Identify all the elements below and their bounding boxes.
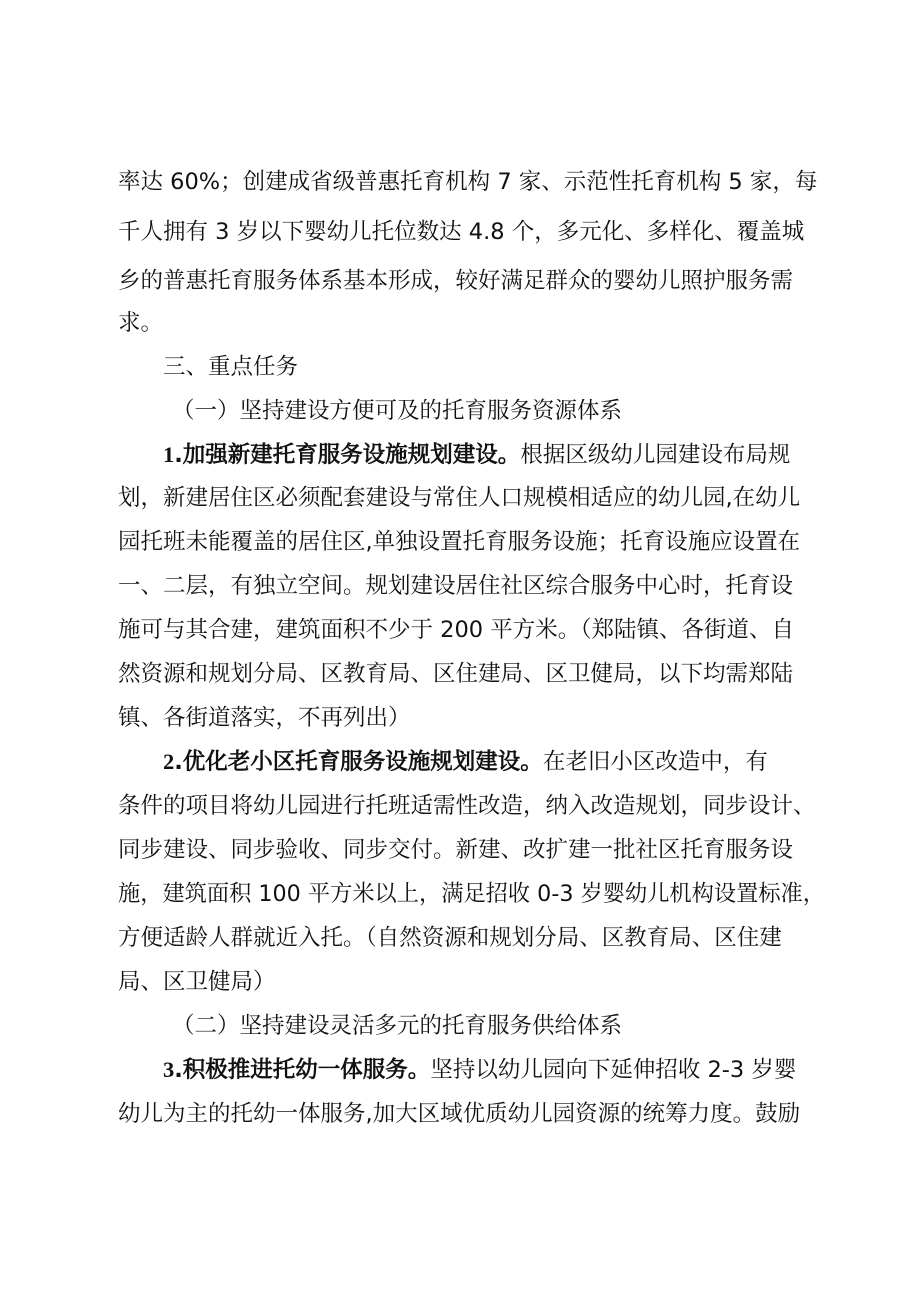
- item2-line-2: 条件的项目将幼儿园进行托班适需性改造，纳入改造规划，同步设计、: [118, 793, 816, 819]
- item3-number: 3: [163, 1057, 175, 1082]
- intro-line-4: 求。: [118, 310, 164, 336]
- item3-line-2: 幼儿为主的托幼一体服务,加大区域优质幼儿园资源的统筹力度。鼓励: [118, 1101, 801, 1127]
- intro-line-2: 千人拥有 3 岁以下婴幼儿托位数达 4.8 个，多元化、多样化、覆盖城: [118, 219, 805, 245]
- item3-title: .积极推进托幼一体服务。: [174, 1057, 431, 1083]
- item3-first-line: [163, 1048, 920, 1092]
- item1-number: 1: [163, 442, 175, 467]
- intro-line-1: 率达 60%；创建成省级普惠托育机构 7 家、示范性托育机构 5 家，每: [118, 169, 818, 195]
- item2-first-line-rest: 在老旧小区改造中，有: [542, 749, 768, 775]
- item1-line-6: 然资源和规划分局、区教育局、区住建局、区卫健局，以下均需郑陆: [118, 661, 794, 687]
- item1-title: .加强新建托育服务设施规划建设。: [174, 442, 521, 468]
- item2-line-4: 施，建筑面积 100 平方米以上，满足招收 0-3 岁婴幼儿机构设置标准，: [118, 881, 826, 907]
- item1-first-line-rest: 根据区级幼儿园建设布局规: [520, 442, 791, 468]
- subsection-two-heading: （二）坚持建设灵活多元的托育服务供给体系: [172, 1013, 623, 1039]
- item2-title: .优化老小区托育服务设施规划建设。: [174, 749, 543, 775]
- item1-line-5: 施可与其合建，建筑面积不少于 200 平方米。（郑陆镇、各街道、自: [118, 617, 795, 643]
- item2-line-3: 同步建设、同步验收、同步交付。新建、改扩建一批社区托育服务设: [118, 837, 794, 863]
- item3-first-line-rest: 坚持以幼儿园向下延伸招收 2-3 岁婴: [430, 1057, 797, 1083]
- item2-first-line: [163, 740, 920, 784]
- item2-line-5: 方便适龄人群就近入托。（自然资源和规划分局、区教育局、区住建: [118, 925, 782, 951]
- item2-line-6: 局、区卫健局）: [118, 969, 276, 995]
- intro-line-3: 乡的普惠托育服务体系基本形成，较好满足群众的婴幼儿照护服务需: [118, 268, 794, 294]
- item1-first-line: [163, 433, 920, 477]
- section-three-heading: 三、重点任务: [163, 354, 299, 380]
- item1-line-2: 划，新建居住区必须配套建设与常住人口规模相适应的幼儿园,在幼儿: [118, 485, 801, 511]
- item2-number: 2: [163, 749, 175, 774]
- item1-line-7: 镇、各街道落实，不再列出）: [118, 705, 411, 731]
- item1-line-3: 园托班未能覆盖的居住区,单独设置托育服务设施；托育设施应设置在: [118, 529, 801, 555]
- item1-line-4: 一、二层，有独立空间。规划建设居住社区综合服务中心时，托育设: [118, 573, 794, 599]
- subsection-one-heading: （一）坚持建设方便可及的托育服务资源体系: [172, 398, 623, 424]
